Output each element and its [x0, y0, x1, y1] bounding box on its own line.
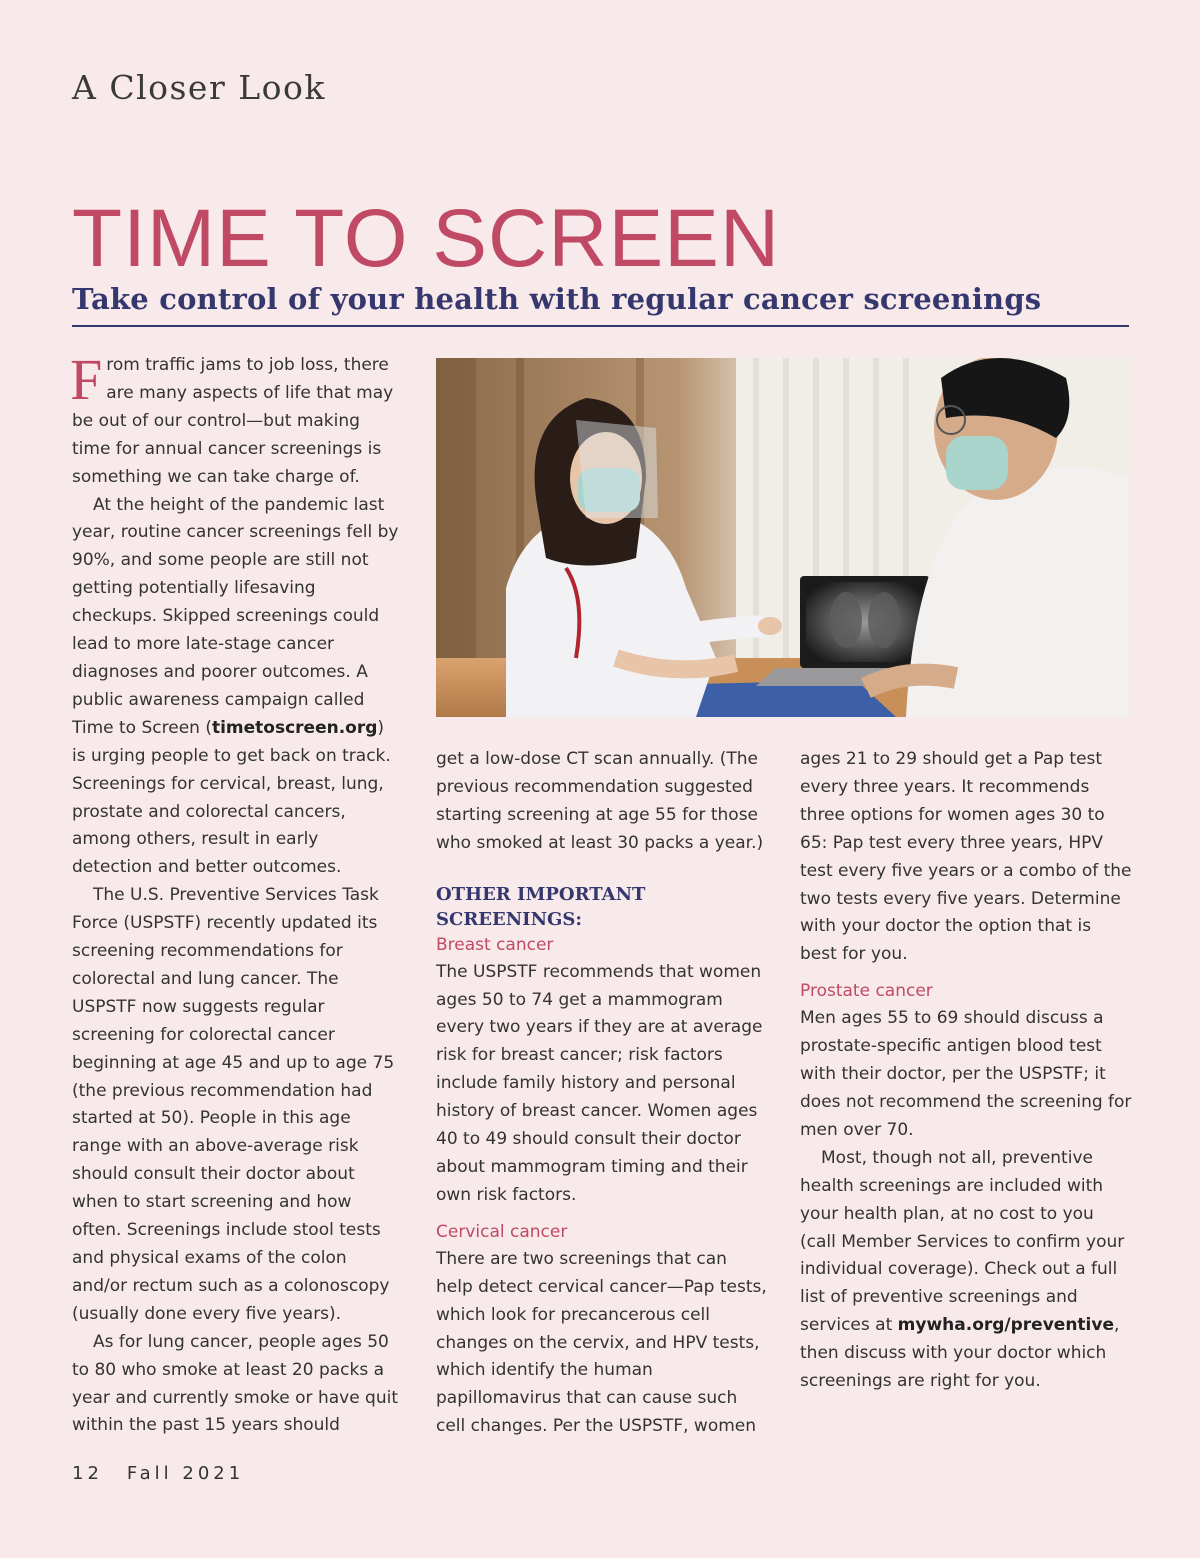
pandemic-text-end: ) is urging people to get back on track. Screenings for cervical, breast, lung, prostate and colorectal cancers, among others, result in early detection and better outcomes.	[72, 717, 391, 878]
lung-paragraph: As for lung cancer, people ages 50 to 80 who smoke at least 20 packs a year and currently smoke or have quit within the past 15 years should	[72, 1331, 399, 1436]
article-column-2	[436, 746, 768, 1441]
issue-label: Fall 2021	[126, 1463, 245, 1484]
coverage-text: Most, though not all, preventive health screenings are included with your health plan, at no cost to you (call Member Services to confirm your individual coverage). Check out a full list of preventive screenings and services at	[800, 1147, 1125, 1336]
page-subtitle: Take control of your health with regular cancer screenings	[72, 282, 1042, 316]
breast-cancer-heading: Breast cancer	[436, 934, 554, 955]
doctor-patient-photo	[436, 358, 1129, 717]
other-screenings-heading: OTHER IMPORTANT SCREENINGS:	[436, 883, 646, 930]
prostate-cancer-heading: Prostate cancer	[800, 981, 933, 1002]
cervical-cancer-heading: Cervical cancer	[436, 1221, 568, 1242]
article-column-1	[70, 347, 402, 1440]
cervical-cancer-paragraph: There are two screenings that can help detect cervical cancer—Pap tests, which look for precancerous cell changes on the cervix, and HPV tests, which identify the human papillomavirus that can cause such cell changes. Per the USPSTF, women	[436, 1248, 767, 1437]
preventive-link[interactable]: mywha.org/preventive	[897, 1315, 1114, 1336]
coverage-paragraph	[800, 1145, 1132, 1396]
intro-paragraph	[70, 347, 402, 492]
title-rule	[72, 325, 1129, 327]
pandemic-text: At the height of the pandemic last year, routine cancer screenings fell by 90%, and some people are still not getting potentially lifesaving checkups. Skipped screenings could lead to more late-stage cancer diagnoses and poorer outcomes. A public awareness campaign called Time to Screen (	[72, 494, 399, 738]
page-footer	[72, 1463, 244, 1484]
section-label: A Closer Look	[72, 68, 326, 107]
intro-text: rom traffic jams to job loss, there are many aspects of life that may be out of our control—but making time for annual cancer screenings is something we can take charge of.	[72, 355, 394, 487]
page-title: TIME TO SCREEN	[72, 193, 781, 284]
coverage-text-end: , then discuss with your doctor which screenings are right for you.	[800, 1315, 1120, 1392]
pandemic-paragraph	[72, 492, 402, 883]
article-column-3	[800, 746, 1132, 1396]
breast-cancer-paragraph: The USPSTF recommends that women ages 50 to 74 get a mammogram every two years if they are at average risk for breast cancer; risk factors include family history and personal history of breast cancer. Women ages 40 to 49 should consult their doctor about mammogram timing and their own risk factors.	[436, 961, 763, 1205]
timetoscreen-link[interactable]: timetoscreen.org	[211, 717, 378, 738]
lung-continued-paragraph: get a low-dose CT scan annually. (The previous recommendation suggested starting screening at age 55 for those who smoked at least 30 packs a year.)	[436, 749, 764, 853]
page-number: 12	[72, 1463, 103, 1484]
cervical-continued-paragraph: ages 21 to 29 should get a Pap test every three years. It recommends three options for women ages 30 to 65: Pap test every three years, HPV test every five years or a combo of the two tests every five years. Determine with your doctor the option that is best for you.	[800, 749, 1132, 965]
prostate-cancer-paragraph: Men ages 55 to 69 should discuss a prostate-specific antigen blood test with their doctor, per the USPSTF; it does not recommend the screening for men over 70.	[800, 1008, 1132, 1140]
drop-cap: F	[70, 347, 103, 412]
uspstf-paragraph: The U.S. Preventive Services Task Force (USPSTF) recently updated its screening recommendations for colorectal and lung cancer. The USPSTF now suggests regular screening for colorectal cancer beginning at age 45 and up to age 75 (the previous recommendation had started at 50). People in this age range with an above-average risk should consult their doctor about when to start screening and how often. Screenings include stool tests and physical exams of the colon and/or rectum such as a colonoscopy (usually done every five years).	[72, 885, 395, 1324]
